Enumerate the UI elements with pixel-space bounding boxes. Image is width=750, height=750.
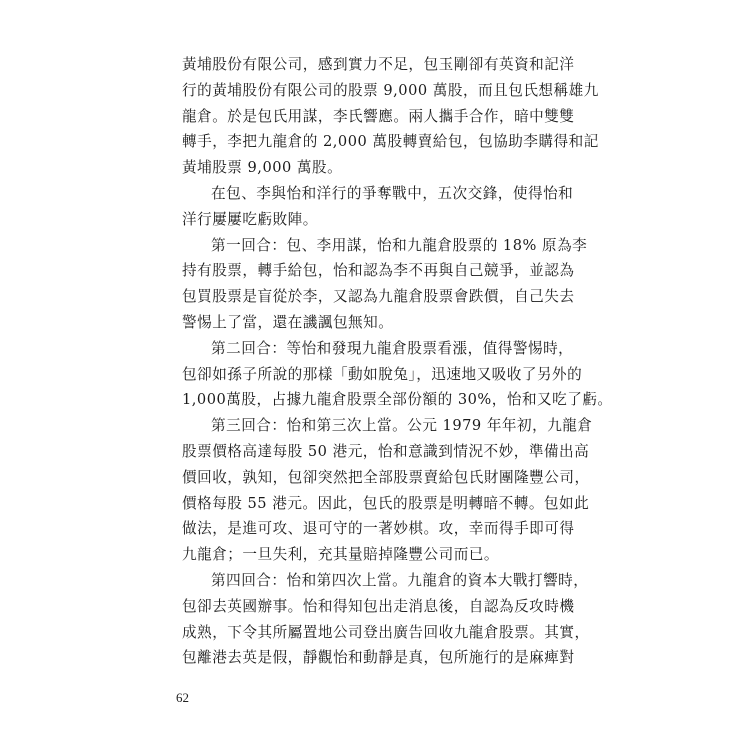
paragraph-first-line: 在包、李與怡和洋行的爭奪戰中，五次交鋒，使得怡和: [211, 184, 574, 202]
text-line: 包離港去英是假，靜觀怡和動靜是真，包所施行的是麻痺對: [182, 649, 575, 667]
paragraph-first-line: 第一回合：包、李用謀，怡和九龍倉股票的 18% 原為李: [211, 236, 588, 254]
text-line: 包卻如孫子所說的那樣「動如脫兔」，迅速地又吸收了另外的: [182, 365, 583, 383]
body-text: [182, 52, 613, 671]
text-line: 持有股票，轉手給包，怡和認為李不再與自己競爭，並認為: [182, 262, 575, 280]
text-line: 洋行屢屢吃虧敗陣。: [182, 210, 318, 228]
text-line: 包卻去英國辦事。怡和得知包出走消息後，自認為反攻時機: [182, 597, 575, 615]
text-line: 黃埔股份有限公司，感到實力不足，包玉剛卻有英資和記洋: [182, 56, 575, 73]
text-line: 做法，是進可攻、退可守的一著妙棋。攻，幸而得手即可得: [182, 520, 575, 538]
text-line: 1,000萬股，占據九龍倉股票全部份額的 30%，怡和又吃了虧。: [182, 391, 613, 409]
paragraph-first-line: 第二回合：等怡和發現九龍倉股票看漲，值得警惕時，: [211, 339, 574, 357]
text-line: 包買股票是盲從於李，又認為九龍倉股票會跌價，自己失去: [182, 288, 575, 306]
text-line: 九龍倉；一旦失利，充其量賠掉隆豐公司而已。: [182, 546, 499, 564]
text-line: 警惕上了當，還在譏諷包無知。: [182, 313, 394, 331]
paragraph-first-line: 第三回合：怡和第三次上當。公元 1979 年年初，九龍倉: [211, 417, 593, 435]
text-line: 轉手，李把九龍倉的 2,000 萬股轉賣給包，包協助李購得和記: [182, 133, 599, 151]
paragraph-first-line: 第四回合：怡和第四次上當。九龍倉的資本大戰打響時，: [211, 571, 589, 589]
text-line: 龍倉。於是包氏用謀，李氏響應。兩人攜手合作，暗中雙雙: [182, 107, 575, 125]
text-line: 黃埔股票 9,000 萬股。: [182, 159, 343, 177]
page-number: 62: [176, 690, 189, 705]
text-line: 價格每股 55 港元。因此，包氏的股票是明轉暗不轉。包如此: [182, 494, 590, 512]
text-line: 價回收，孰知，包卻突然把全部股票賣給包氏財團隆豐公司，: [182, 468, 590, 486]
text-line: 成熟，下令其所屬置地公司登出廣告回收九龍倉股票。其實，: [182, 623, 590, 641]
text-line: 股票價格高達每股 50 港元，怡和意識到情況不妙，準備出高: [182, 442, 590, 460]
text-line: 行的黃埔股份有限公司的股票 9,000 萬股，而且包氏想稱雄九: [182, 81, 599, 99]
